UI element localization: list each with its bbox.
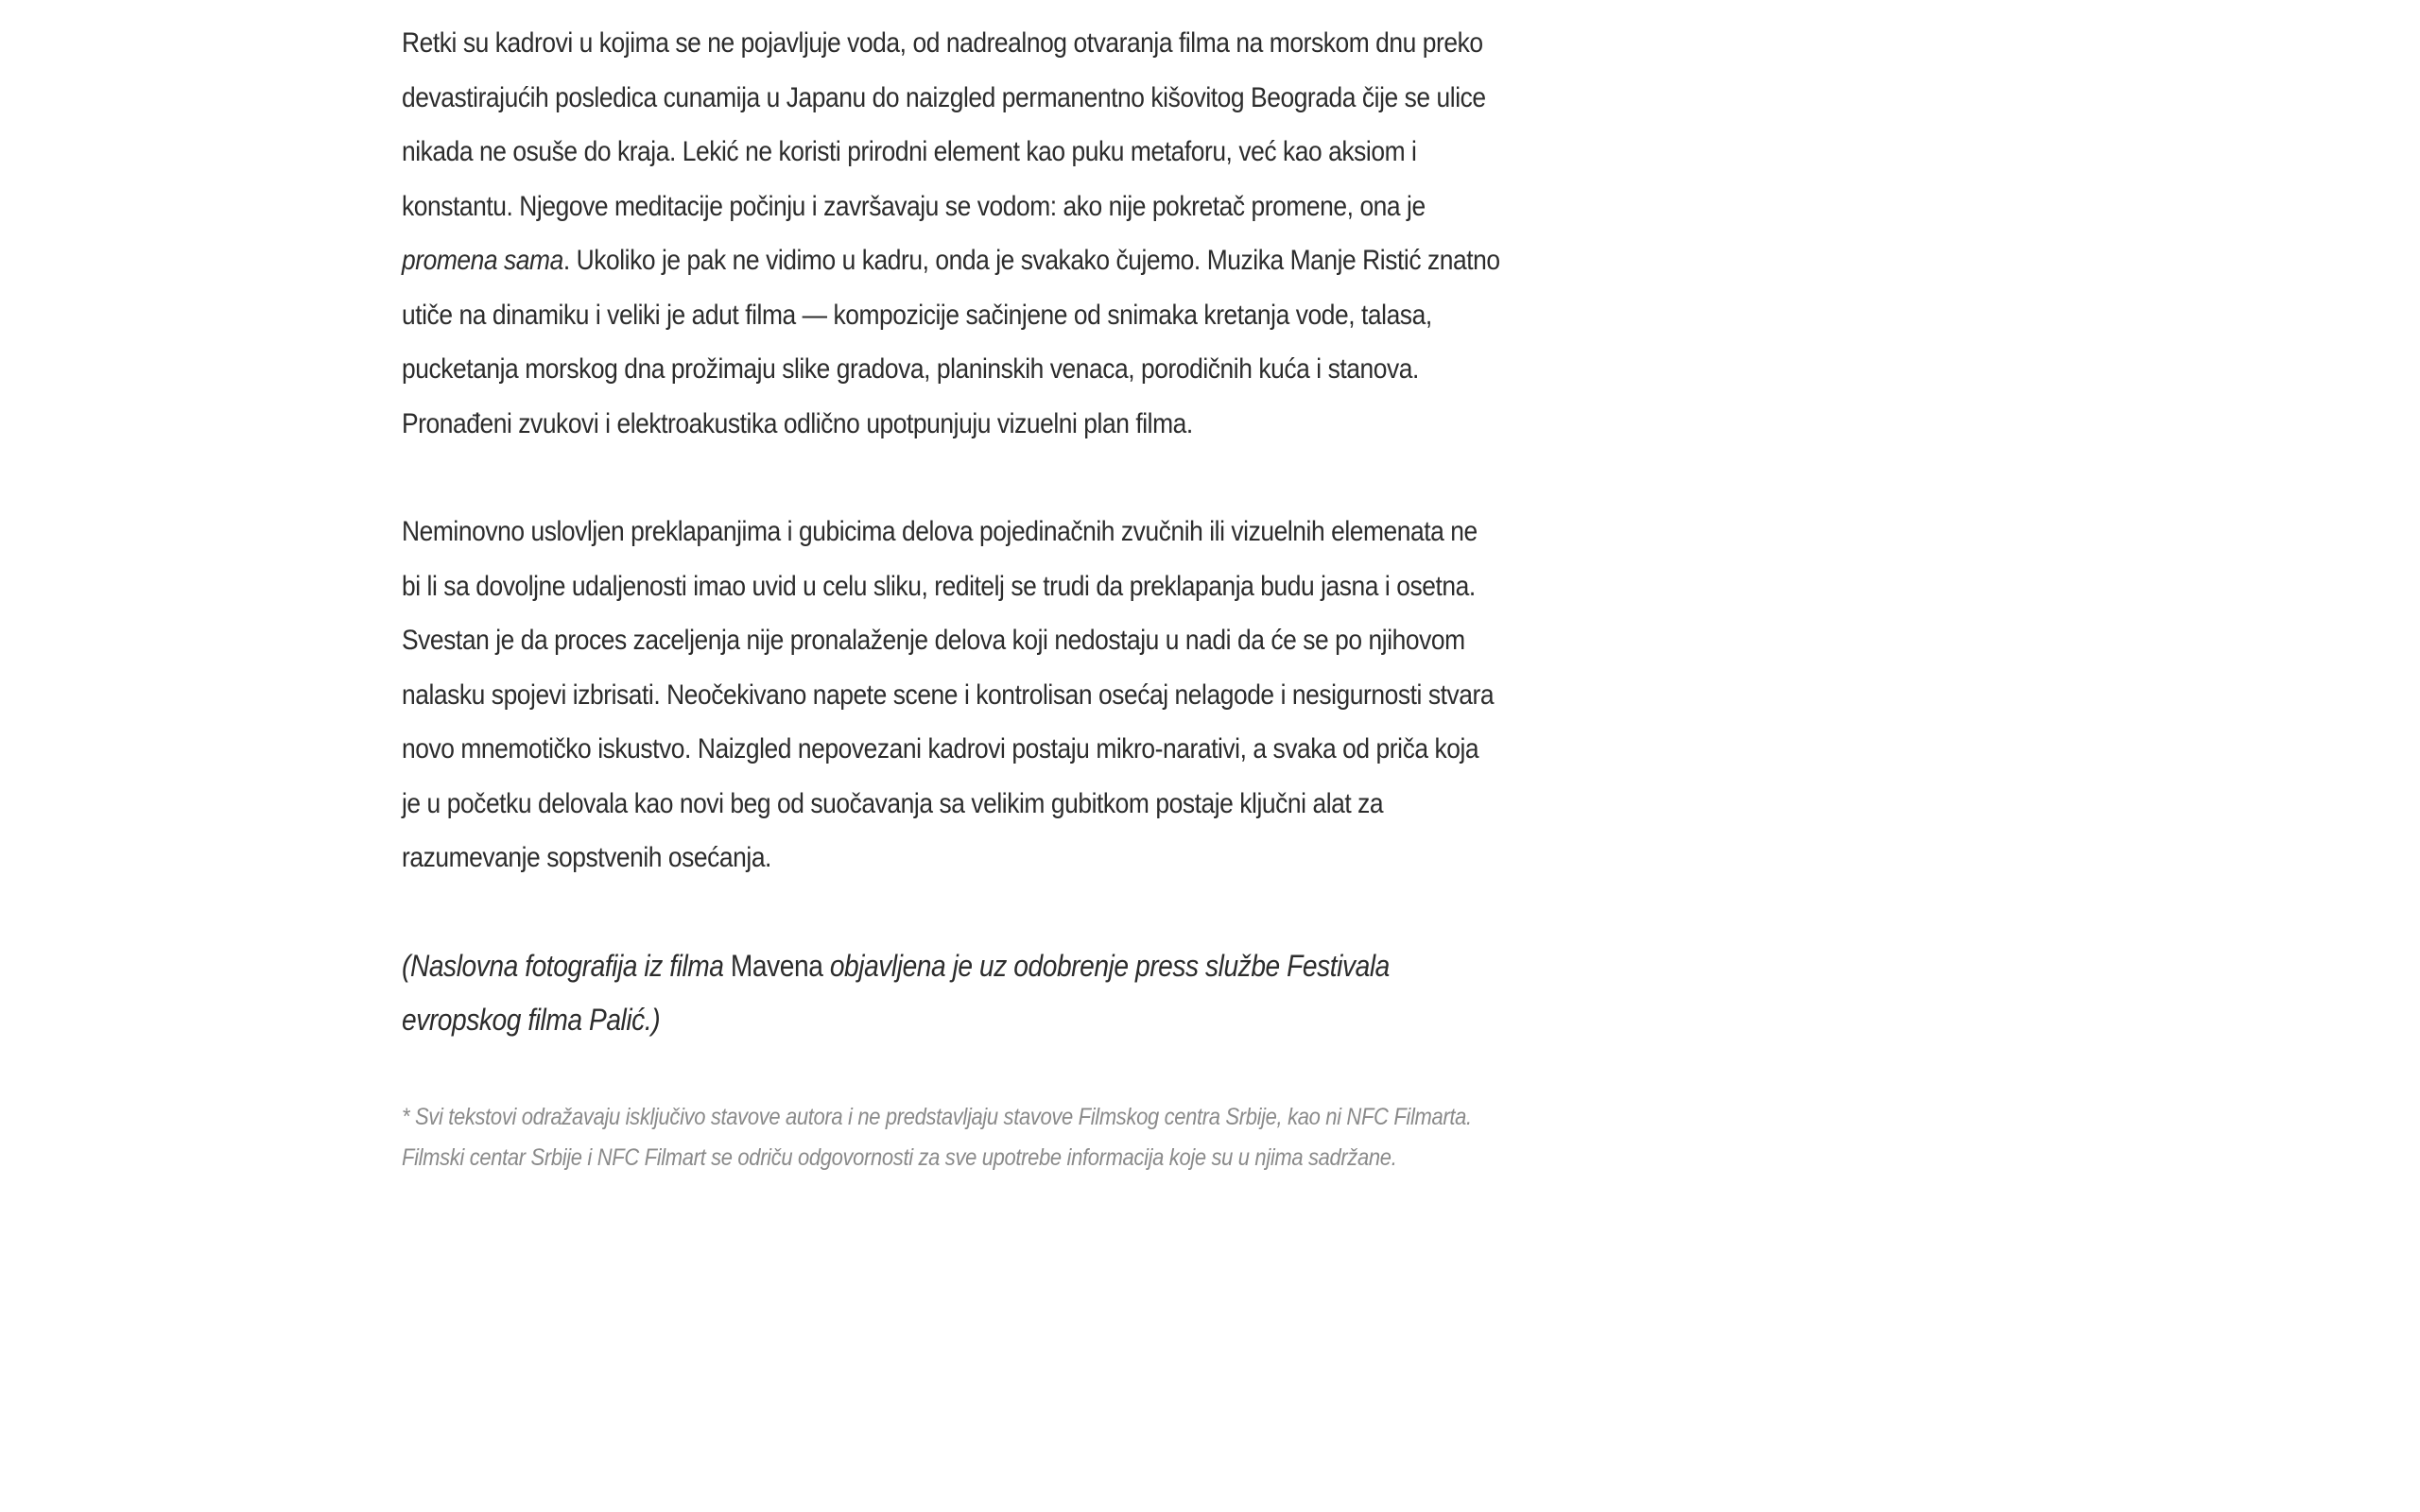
paragraph-1-emphasis: promena sama: [402, 245, 563, 276]
article-paragraph-2: Neminovno uslovljen preklapanjima i gubicima delova pojedinačnih zvučnih ili vizuelnih elemenata ne bi li sa dovoljne udaljenosti imao uvid u celu sliku, reditelj se trudi da preklapanja budu jasna i osetna. Svestan je da proces zaceljenja nije pronalaženje delova koji nedostaju u nadi da će se po njihovom nalasku spojevi izbrisati. Neočekivano napete scene i kontrolisan osećaj nelagode i nesigurnosti stvara novo mnemotičko iskustvo. Naizgled nepovezani kadrovi postaju mikro-narativi, a svaka od priča koja je u početku delovala kao novi beg od suočavanja sa velikim gubitkom postaje ključni alat za razumevanje sopstvenih osećanja.: [402, 516, 1495, 873]
caption-film-title: Mavena: [730, 948, 823, 983]
caption-text-start: (Naslovna fotografija iz filma: [402, 948, 731, 983]
article-paragraph-1: [402, 16, 1500, 451]
photo-caption: [402, 939, 1500, 1048]
paragraph-1-text-end: . Ukoliko je pak ne vidimo u kadru, onda je svakako čujemo. Muzika Manje Ristić znatno utiče na dinamiku i veliki je adut filma — kompozicije sačinjene od snimaka kretanja vode, talasa, pucketanja morskog dna prožimaju slike gradova, planinskih venaca, porodičnih kuća i stanova. Pronađeni zvukovi i elektroakustika odlično upotpunjuju vizuelni plan filma.: [402, 245, 1500, 439]
article-body: [402, 16, 1503, 1178]
paragraph-1-text-start: Retki su kadrovi u kojima se ne pojavljuje voda, od nadrealnog otvaranja filma na morskom dnu preko devastirajućih posledica cunamija u Japanu do naizgled permanentno kišovitog Beograda čije se ulice nikada ne osuše do kraja. Lekić ne koristi prirodni element kao puku metaforu, već kao aksiom i konstantu. Njegove meditacije počinju i završavaju se vodom: ako nije pokretač promene, ona je: [402, 27, 1486, 222]
caption-text-end: objavljena je uz odobrenje press službe Festivala evropskog filma Palić.): [402, 948, 1390, 1037]
disclaimer-note: * Svi tekstovi odražavaju isključivo stavove autora i ne predstavljaju stavove Filmskog centra Srbije, kao ni NFC Filmarta. Filmski centar Srbije i NFC Filmart se odriču odgovornosti za sve upotrebe informacija koje su u njima sadržane.: [402, 1103, 1472, 1171]
